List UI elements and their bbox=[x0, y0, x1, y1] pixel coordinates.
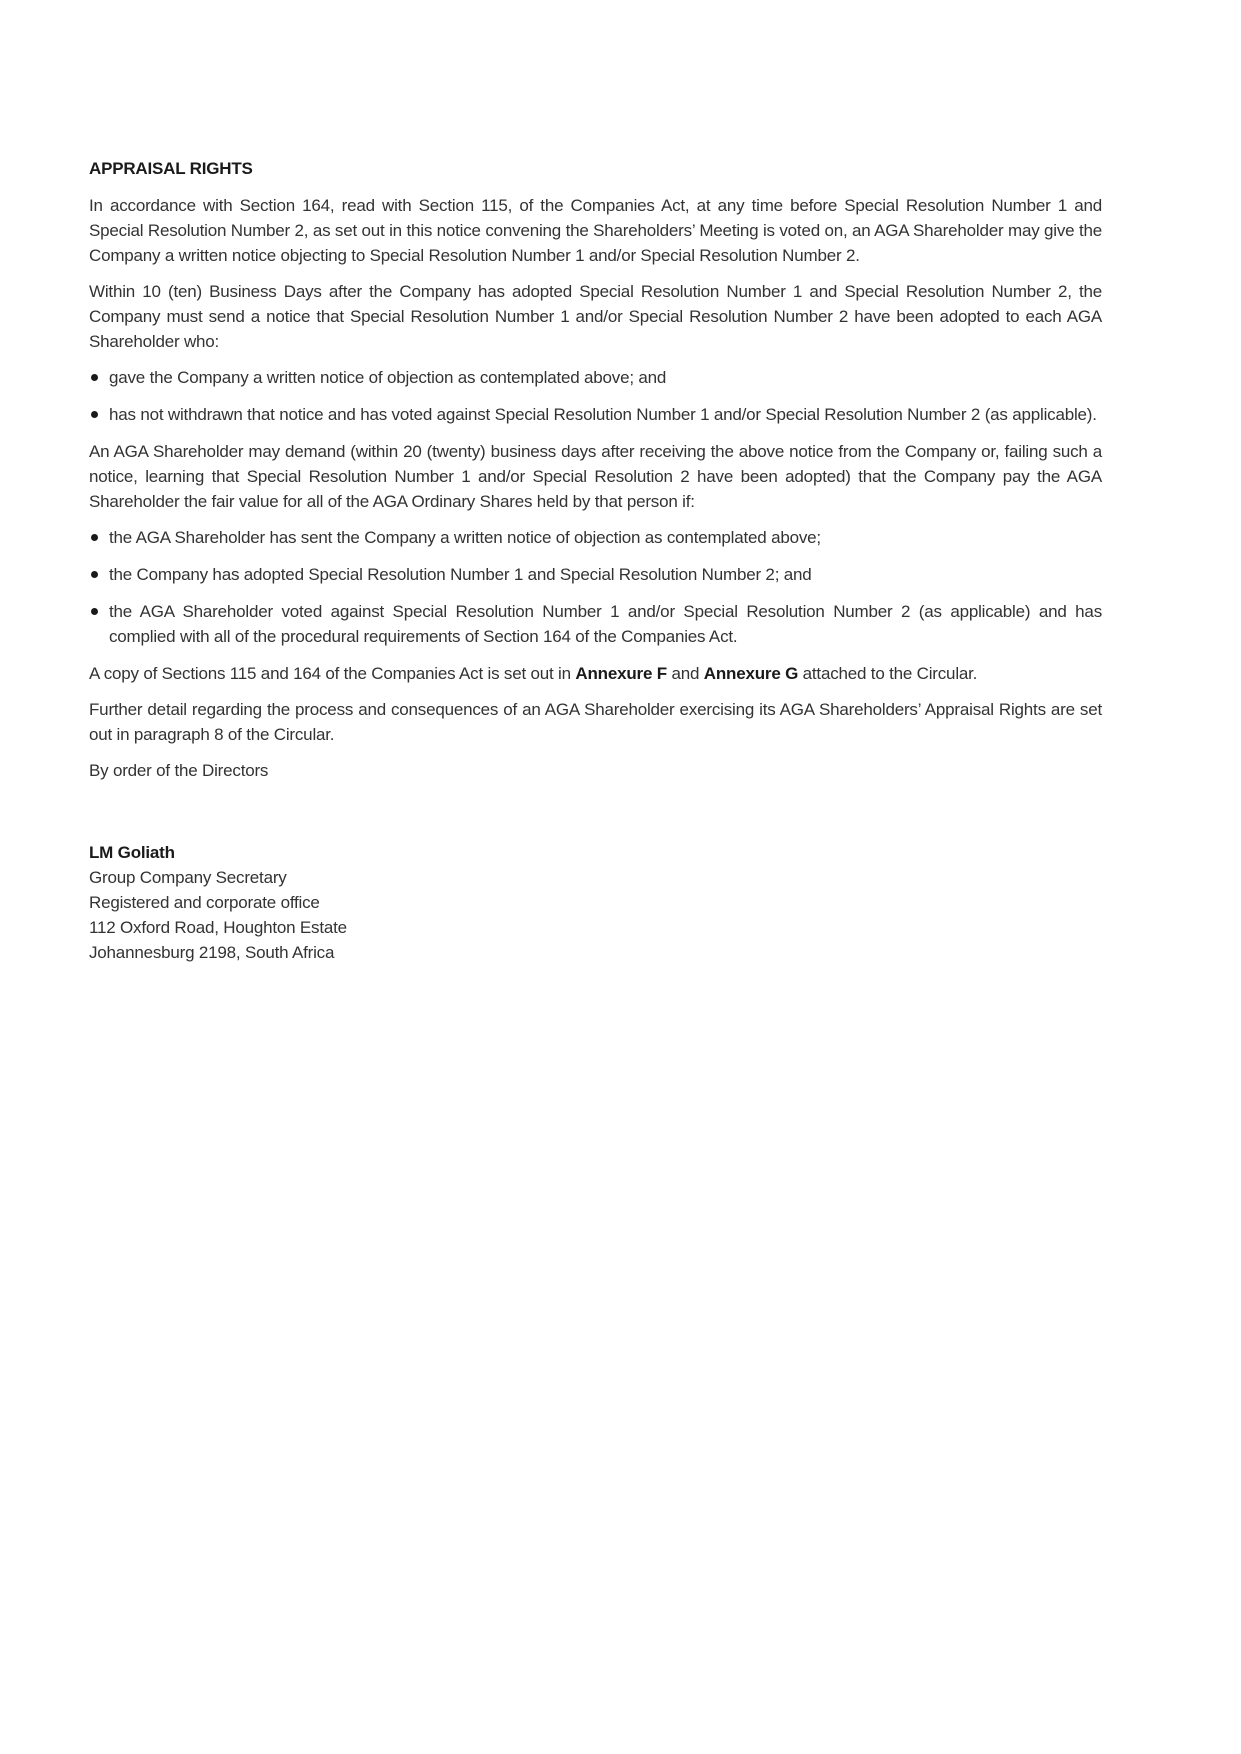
list-item-text: has not withdrawn that notice and has voted against Special Resolution Number 1 and/or Special Resolution Number 2 (as applicable). bbox=[109, 405, 1097, 424]
list-item-text: the AGA Shareholder voted against Special Resolution Number 1 and/or Special Resolution Number 2 (as applicable) and has complied with all of the procedural requirements of Section 164 of the Companies Act. bbox=[109, 602, 1102, 646]
list-item-text: the Company has adopted Special Resolution Number 1 and Special Resolution Number 2; and bbox=[109, 565, 812, 584]
list-item bbox=[89, 525, 1102, 550]
signatory-name: LM Goliath bbox=[89, 843, 175, 862]
section-heading: APPRAISAL RIGHTS bbox=[89, 159, 253, 178]
annexure-text-part1: A copy of Sections 115 and 164 of the Companies Act is set out in bbox=[89, 664, 576, 683]
bullet-icon bbox=[91, 534, 98, 541]
bullet-icon bbox=[91, 571, 98, 578]
list-item bbox=[89, 365, 1102, 390]
annexure-f-label: Annexure F bbox=[575, 664, 667, 683]
signature-spacer bbox=[89, 794, 1102, 840]
annexure-text-part2: and bbox=[666, 664, 704, 683]
list-item-text: the AGA Shareholder has sent the Company a written notice of objection as contemplated above; bbox=[109, 528, 821, 547]
bullet-icon bbox=[91, 411, 98, 418]
address-line-2: Johannesburg 2198, South Africa bbox=[89, 943, 335, 962]
annexure-text-part3: attached to the Circular. bbox=[798, 664, 978, 683]
notice-recipient-conditions-list bbox=[89, 365, 1102, 427]
paragraph-by-order: By order of the Directors bbox=[89, 761, 269, 780]
address-line-1: 112 Oxford Road, Houghton Estate bbox=[89, 918, 347, 937]
paragraph-further-detail: Further detail regarding the process and consequences of an AGA Shareholder exercising its AGA Shareholders’ Appraisal Rights are set out in paragraph 8 of the Circular. bbox=[89, 700, 1102, 744]
list-item bbox=[89, 402, 1102, 427]
fair-value-conditions-list bbox=[89, 525, 1102, 649]
annexure-g-label: Annexure G bbox=[703, 664, 799, 683]
paragraph-fair-value-demand: An AGA Shareholder may demand (within 20 (twenty) business days after receiving the above notice from the Company or, failing such a notice, learning that Special Resolution Number 1 and/or Special Resolution 2 have been adopted) that the Company pay the AGA Shareholder the fair value for all of the AGA Ordinary Shares held by that person if: bbox=[89, 442, 1102, 511]
document-content bbox=[89, 156, 1102, 965]
bullet-icon bbox=[91, 608, 98, 615]
list-item bbox=[89, 599, 1102, 649]
signature-block bbox=[89, 840, 1102, 965]
list-item bbox=[89, 562, 1102, 587]
list-item-text: gave the Company a written notice of objection as contemplated above; and bbox=[109, 368, 667, 387]
paragraph-objection-notice: In accordance with Section 164, read with Section 115, of the Companies Act, at any time before Special Resolution Number 1 and Special Resolution Number 2, as set out in this notice convening the Shareholders’ Meeting is voted on, an AGA Shareholder may give the Company a written notice objecting to Special Resolution Number 1 and/or Special Resolution Number 2. bbox=[89, 196, 1102, 265]
bullet-icon bbox=[91, 374, 98, 381]
signatory-title: Group Company Secretary bbox=[89, 868, 287, 887]
paragraph-annexure-reference bbox=[89, 661, 1102, 686]
office-label: Registered and corporate office bbox=[89, 893, 320, 912]
paragraph-adoption-notice: Within 10 (ten) Business Days after the Company has adopted Special Resolution Number 1 and Special Resolution Number 2, the Company must send a notice that Special Resolution Number 1 and/or Special Resolution Number 2 have been adopted to each AGA Shareholder who: bbox=[89, 282, 1102, 351]
